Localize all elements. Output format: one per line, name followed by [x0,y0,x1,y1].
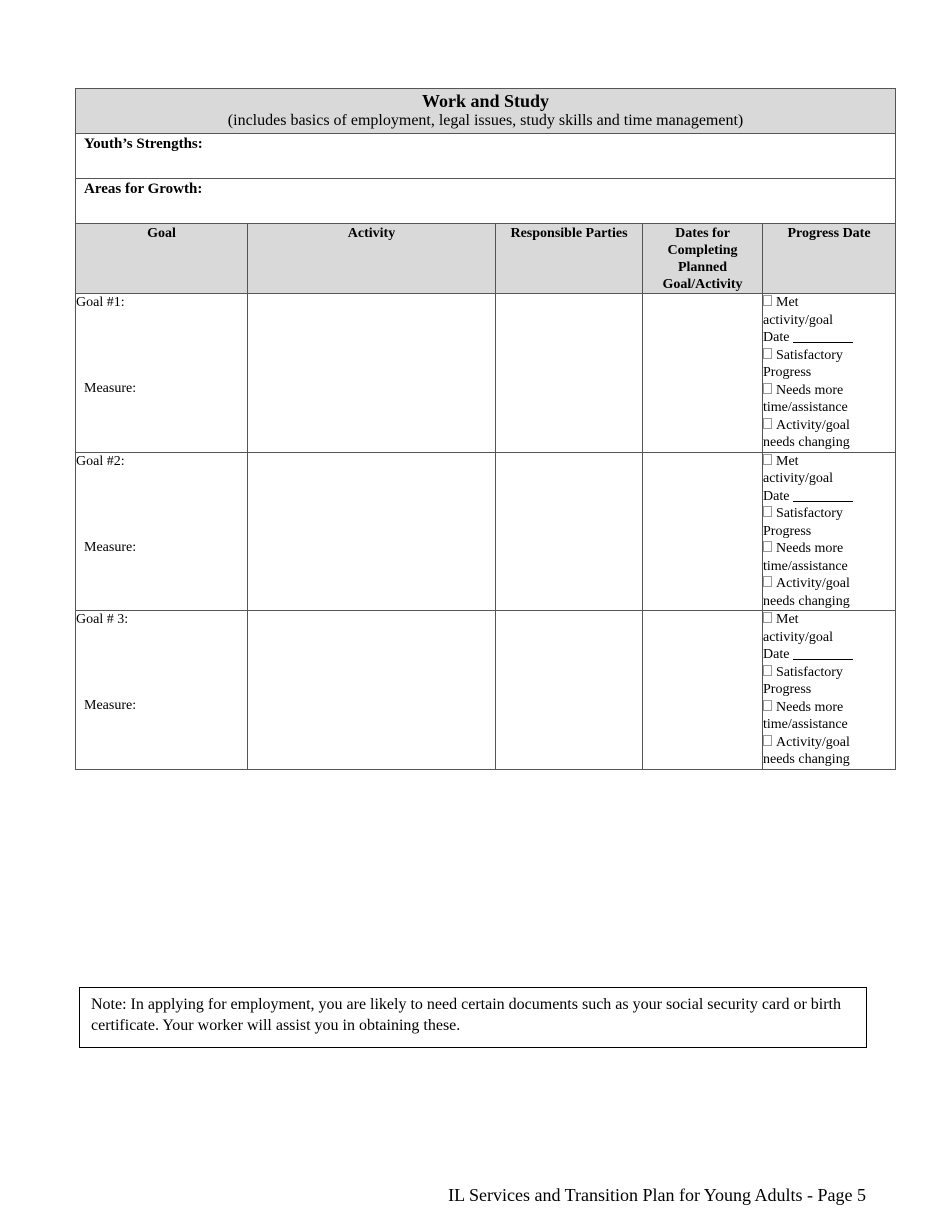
dates-cell[interactable] [643,294,763,453]
col-dates-header [643,224,763,294]
checkbox-icon[interactable] [763,383,772,394]
met-option[interactable]: Met activity/goal [763,612,833,645]
table-row [76,611,896,770]
table-row [76,294,896,453]
dates-cell[interactable] [643,452,763,611]
col-activity-header: Activity [248,224,496,294]
date-field[interactable]: Date [763,488,895,506]
measure-label: Measure: [84,381,137,396]
date-field[interactable]: Date [763,646,895,664]
checkbox-icon[interactable] [763,612,772,623]
col-dates-line: Planned [677,260,727,275]
goal-label: Goal #2: [76,453,125,469]
progress-cell [763,452,896,611]
section-subtitle: (includes basics of employment, legal issues, study skills and time management) [227,112,744,129]
satisfactory-option[interactable]: Satisfactory Progress [763,664,843,697]
page-footer: IL Services and Transition Plan for Young Adults - Page 5 [448,1185,866,1205]
satisfactory-option[interactable]: Satisfactory Progress [763,506,843,539]
checkbox-icon[interactable] [763,418,772,429]
met-option[interactable]: Met activity/goal [763,295,833,328]
goal-label: Goal #1: [76,295,125,310]
strengths-field[interactable] [76,134,896,179]
activity-cell[interactable] [248,452,496,611]
needs-more-option[interactable]: Needs more time/assistance [763,699,848,732]
col-progress-header: Progress Date [763,224,896,294]
measure-label: Measure: [84,539,137,555]
checkbox-icon[interactable] [763,454,772,465]
work-study-table [75,88,896,770]
checkbox-icon[interactable] [763,700,772,711]
section-header [76,89,896,134]
date-field[interactable]: Date [763,329,895,347]
responsible-cell[interactable] [496,611,643,770]
activity-cell[interactable] [248,611,496,770]
progress-cell [763,294,896,453]
goal-cell[interactable] [76,611,248,770]
goal-cell[interactable] [76,452,248,611]
strengths-label: Youth’s Strengths: [84,136,203,152]
col-goal-header: Goal [76,224,248,294]
growth-field[interactable] [76,179,896,224]
growth-label: Areas for Growth: [84,181,203,197]
responsible-cell[interactable] [496,452,643,611]
dates-cell[interactable] [643,611,763,770]
date-blank[interactable] [793,330,853,343]
met-option[interactable]: Met activity/goal [763,453,833,486]
col-dates-line: Goal/Activity [662,277,743,292]
needs-more-option[interactable]: Needs more time/assistance [763,382,848,415]
needs-changing-option[interactable]: Activity/goal needs changing [763,734,850,767]
checkbox-icon[interactable] [763,295,772,306]
col-dates-line: Completing [667,243,738,258]
table-row [76,452,896,611]
date-blank[interactable] [793,647,853,660]
progress-cell [763,611,896,770]
employment-note: Note: In applying for employment, you are likely to need certain documents such as your social security card or birth certificate. Your worker will assist you in obtaining these. [79,987,867,1048]
measure-label: Measure: [84,698,137,713]
col-dates-line: Dates for [675,226,730,241]
activity-cell[interactable] [248,294,496,453]
checkbox-icon[interactable] [763,576,772,587]
checkbox-icon[interactable] [763,665,772,676]
checkbox-icon[interactable] [763,735,772,746]
checkbox-icon[interactable] [763,541,772,552]
date-blank[interactable] [793,489,853,502]
col-responsible-header: Responsible Parties [496,224,643,294]
checkbox-icon[interactable] [763,348,772,359]
satisfactory-option[interactable]: Satisfactory Progress [763,347,843,380]
goal-cell[interactable] [76,294,248,453]
section-title: Work and Study [421,91,550,111]
responsible-cell[interactable] [496,294,643,453]
needs-changing-option[interactable]: Activity/goal needs changing [763,576,850,609]
goal-label: Goal # 3: [76,612,129,627]
checkbox-icon[interactable] [763,506,772,517]
needs-changing-option[interactable]: Activity/goal needs changing [763,417,850,450]
needs-more-option[interactable]: Needs more time/assistance [763,541,848,574]
